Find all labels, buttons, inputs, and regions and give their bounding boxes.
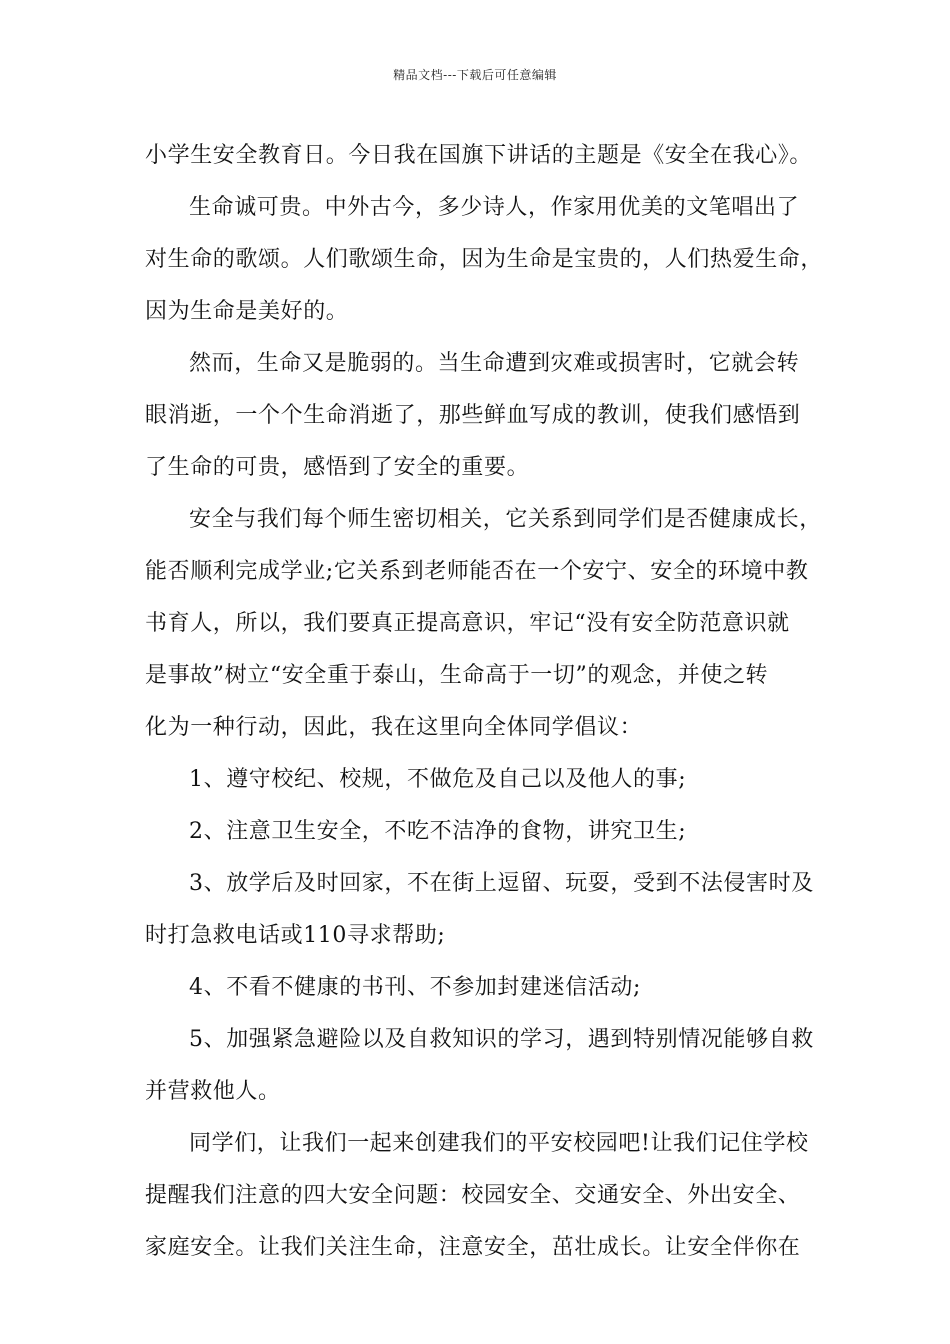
list-item: 3、放学后及时回家，不在街上逗留、玩耍，受到不法侵害时及	[189, 871, 814, 896]
list-item: 2、注意卫生安全，不吃不洁净的食物，讲究卫生;	[189, 819, 687, 844]
text-line: 书育人，所以，我们要真正提高意识，牢记“没有安全防范意识就	[145, 611, 790, 636]
text-line: 同学们，让我们一起来创建我们的平安校园吧!让我们记住学校	[189, 1131, 809, 1156]
text-line: 小学生安全教育日。今日我在国旗下讲话的主题是《安全在我心》。	[145, 143, 813, 168]
text-line: 是事故”树立“安全重于泰山，生命高于一切”的观念，并使之转	[145, 663, 769, 688]
text-line: 生命诚可贵。中外古今，多少诗人，作家用优美的文笔唱出了	[189, 195, 800, 220]
text-line: 家庭安全。让我们关注生命，注意安全，茁壮成长。让安全伴你在	[145, 1235, 801, 1260]
page-header: 精品文档---下载后可任意编辑	[393, 68, 557, 82]
text-line: 并营救他人。	[145, 1079, 281, 1104]
list-item: 4、不看不健康的书刊、不参加封建迷信活动;	[189, 975, 642, 1000]
text-line: 了生命的可贵，感悟到了安全的重要。	[145, 455, 530, 480]
text-line: 能否顺利完成学业;它关系到老师能否在一个安宁、安全的环境中教	[145, 559, 809, 584]
list-item: 1、遵守校纪、校规，不做危及自己以及他人的事;	[189, 767, 687, 792]
text-line: 提醒我们注意的四大安全问题：校园安全、交通安全、外出安全、	[145, 1183, 801, 1208]
text-line: 安全与我们每个师生密切相关，它关系到同学们是否健康成长，	[189, 507, 822, 532]
text-line: 时打急救电话或110寻求帮助;	[145, 923, 446, 948]
list-item: 5、加强紧急避险以及自救知识的学习，遇到特别情况能够自救	[189, 1027, 814, 1052]
text-line: 眼消逝，一个个生命消逝了，那些鲜血写成的教训，使我们感悟到	[145, 403, 801, 428]
text-line: 然而，生命又是脆弱的。当生命遭到灾难或损害时，它就会转	[189, 351, 800, 376]
document-body	[145, 130, 825, 1274]
text-line: 因为生命是美好的。	[145, 299, 349, 324]
text-line: 对生命的歌颂。人们歌颂生命，因为生命是宝贵的，人们热爱生命，	[145, 247, 824, 272]
text-line: 化为一种行动，因此，我在这里向全体同学倡议：	[145, 715, 643, 740]
